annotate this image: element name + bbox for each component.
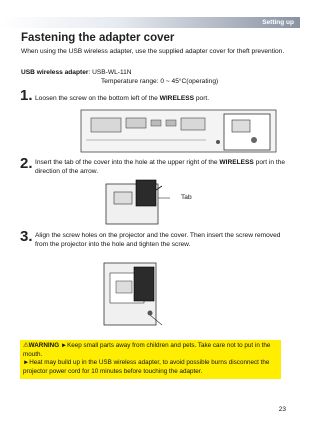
step-3-number: 3.	[20, 228, 33, 245]
step-1-number: 1.	[20, 87, 33, 104]
section-label: Setting up	[262, 19, 294, 26]
tab-callout: Tab	[181, 194, 192, 201]
section-header-bar	[0, 17, 300, 28]
step-2-number: 2.	[20, 155, 33, 172]
step-3-text: Align the screw holes on the projector and the cover. Then insert the screw removed from the projector into the hole and tighten the screw.	[35, 232, 281, 248]
spec-model: : USB-WL-11N	[88, 69, 132, 76]
step-1-illustration	[76, 106, 286, 156]
warning-line-1: ►Keep small parts away from children and pets. Take care not to put in the mouth.	[23, 342, 271, 358]
warning-triangle-icon: ⚠	[23, 342, 29, 349]
intro-text: When using the USB wireless adapter, use the supplied adapter cover for theft prevention.	[21, 48, 285, 55]
step-1-text: Loosen the screw on the bottom left of the WIRELESS port.	[35, 95, 210, 102]
page-number: 23	[278, 406, 286, 413]
warning-box	[20, 340, 281, 379]
spec-temp: Temperature range: 0 ~ 45°C(operating)	[101, 77, 219, 85]
warning-line-2: ►Heat may build up in the USB wireless adapter, to avoid possible burns disconnect the projector power cord for 10 minutes before touching the adapter.	[23, 359, 270, 375]
step-2-text: Insert the tab of the cover into the hole at the upper right of the WIRELESS port in the direction of the arrow.	[35, 159, 285, 175]
page-title: Fastening the adapter cover	[21, 32, 175, 44]
step-3-illustration	[100, 253, 180, 331]
step-2-illustration	[100, 176, 210, 228]
spec-label: USB wireless adapter	[21, 69, 89, 76]
specs	[21, 69, 218, 86]
warning-label: WARNING	[28, 342, 60, 349]
